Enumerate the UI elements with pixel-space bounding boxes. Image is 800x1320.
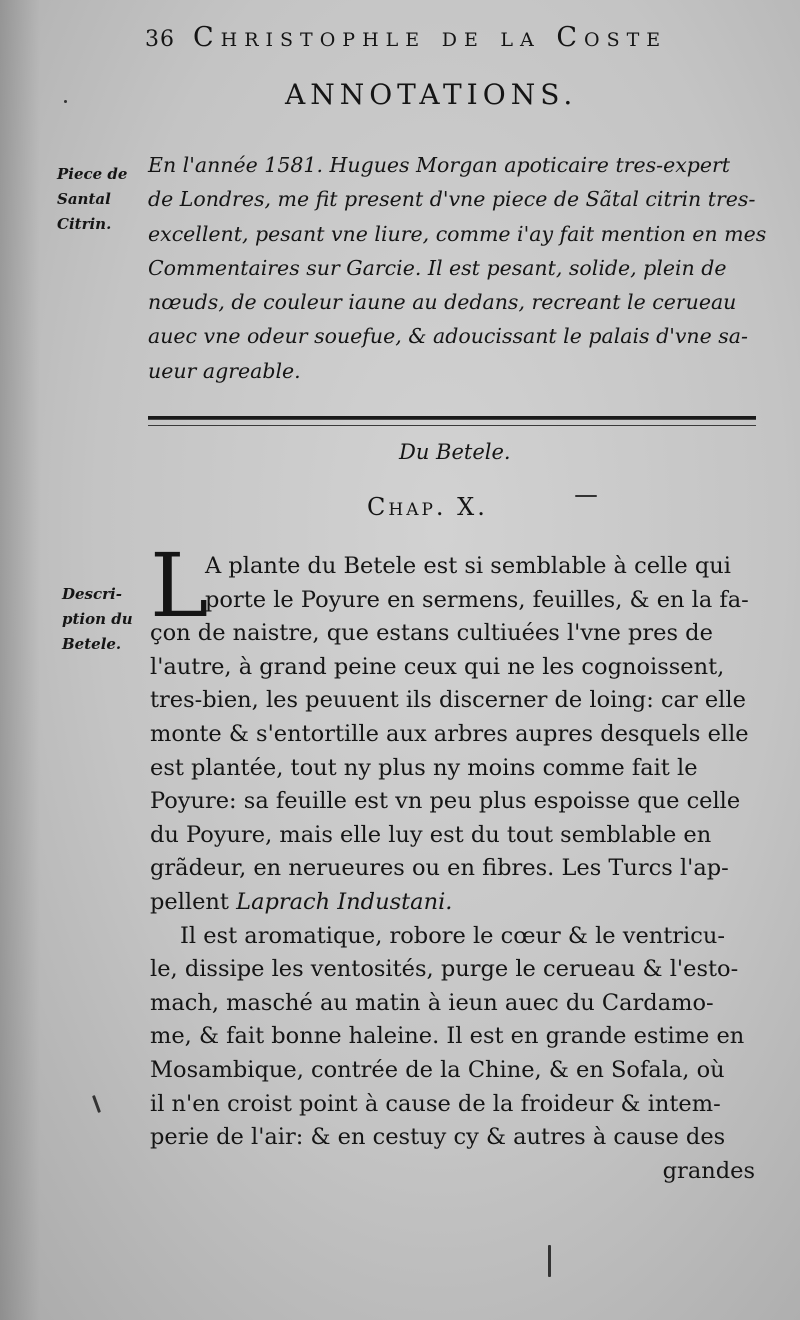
chapter-subtitle: Du Betele. (399, 440, 511, 464)
section-divider (148, 416, 756, 420)
italic-name: Laprach Industani. (236, 888, 453, 915)
body-line: Poyure: sa feuille est vn peu plus espoisse que celle (150, 788, 741, 815)
body-line: A plante du Betele est si semblable à celle qui (205, 553, 731, 579)
paper-speck (92, 1095, 101, 1113)
body-line: du Poyure, mais elle luy est du tout semblable en (150, 821, 712, 848)
body-line: monte & s'entortille aux arbres aupres desquels elle (150, 720, 749, 747)
body-line: le, dissipe les ventosités, purge le cerueau & l'esto- (150, 956, 739, 983)
body-line: me, & fait bonne haleine. Il est en grande estime en (150, 1023, 745, 1050)
body-line: tres-bien, les peuuent ils discerner de loing: car elle (150, 687, 746, 714)
annotation-line: Commentaires sur Garcie. Il est pesant, solide, plein de (148, 255, 727, 280)
body-line: çon de naistre, que estans cultiuées l'vne pres de (150, 620, 713, 647)
body-line: pellent (150, 888, 229, 915)
annotation-line: nœuds, de couleur iaune au dedans, recreant le cerueau (148, 290, 737, 315)
annotation-line: En l'année 1581. Hugues Morgan apoticaire tres-expert (148, 153, 731, 177)
body-line-with-name (150, 886, 765, 920)
body-line: Il est aromatique, robore le cœur & le ventricu- (180, 922, 725, 949)
body-line: est plantée, tout ny plus ny moins comme fait le (150, 754, 698, 781)
body-line: Mosambique, contrée de la Chine, & en Sofala, où (150, 1056, 725, 1083)
chapter-body (150, 550, 765, 1188)
paper-speck (64, 100, 67, 103)
body-line: porte le Poyure en sermens, feuilles, & en la fa- (205, 586, 749, 613)
annotation-line: auec vne odeur souefue, & adoucissant le palais d'vne sa- (148, 324, 748, 349)
body-line: il n'en croist point à cause de la froideur & intem- (150, 1090, 721, 1117)
annotation-line: ueur agreable. (148, 358, 301, 383)
drop-cap: L (150, 534, 209, 637)
margin-note-santal: Piece de Santal Citrin. (57, 165, 128, 233)
annotation-line: de Londres, me fit present d'vne piece de Sãtal citrin tres- (148, 187, 756, 212)
section-title: ANNOTATIONS. (285, 78, 578, 111)
running-title: Christophle de la Coste (193, 22, 668, 53)
body-line: l'autre, à grand peine ceux qui ne les cognoissent, (150, 653, 725, 680)
chapter-label: Chap. X. (367, 493, 488, 521)
chapter-heading (367, 493, 488, 521)
paper-speck (548, 1245, 551, 1277)
annotation-paragraph (148, 148, 767, 388)
annotation-line: excellent, pesant vne liure, comme i'ay fait mention en mes (148, 221, 767, 246)
body-line: grãdeur, en nerueures ou en fibres. Les Turcs l'ap- (150, 855, 729, 882)
catchword: grandes (662, 1157, 755, 1184)
body-line: perie de l'air: & en cestuy cy & autres à cause des (150, 1124, 726, 1151)
margin-note-description: Descri- ption du Betele. (62, 585, 133, 653)
running-head (145, 22, 745, 53)
body-line: mach, masché au matin à ieun auec du Cardamo- (150, 989, 714, 1016)
section-divider-thin (148, 425, 756, 426)
paper-speck (575, 495, 597, 497)
page-number: 36 (145, 27, 175, 52)
